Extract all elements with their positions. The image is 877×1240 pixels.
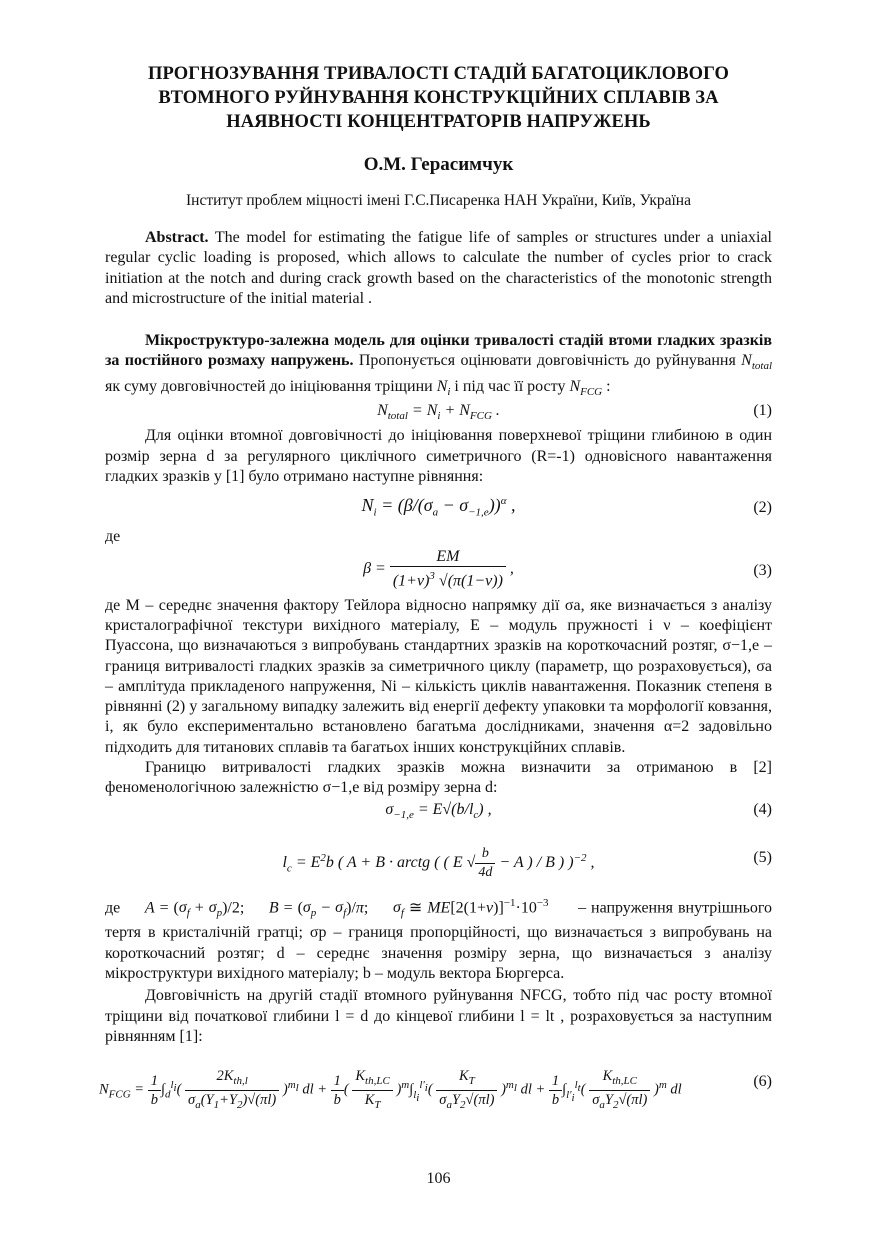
equation-number-3: (3) bbox=[753, 561, 772, 579]
paragraph-4: Границю витривалості гладких зразків можна визначити за отриманою в [2] феноменологічною залежністю σ−1,e від розміру зерна d: bbox=[105, 759, 772, 797]
abstract bbox=[105, 228, 772, 309]
paragraph-6: Довговічність на другій стадії втомного руйнування NFCG, тобто під час росту втомної тріщини від початкової глибини l = d до кінцевої глибини l = lt , розраховується за наступним рівнянням [1]: bbox=[105, 987, 772, 1045]
equation-4: $\sigma_{-1,e} = E√(b/l_c)$ , (4) bbox=[385, 800, 772, 821]
equation-3: β = $\frac{EM}{(1+\nu)^3 √(\pi(1-\nu))}$ , (3) bbox=[363, 547, 772, 589]
paragraph-5-tail: – напруження внутрішнього тертя в кристалічній гратці; σp – границя пропорційності, що визначається з випробувань на короткочасний розтяг; d – середнє значення розміру зерна, що визначається з аналізу мікроструктури вихідного матеріалу; b – модуль вектора Бюргерса. bbox=[105, 898, 773, 983]
equation-1: $N_{total} = N_i + N_{FCG}$ . (1) bbox=[377, 402, 772, 423]
abstract-text: The model for estimating the fatigue life of samples or structures under a uniaxial regular cyclic loading is proposed, which allows to calculate the number of cycles prior to crack initiation at the notch and during crack growth based on the characteristics of the monotonic strength and microstructure of the initial material . bbox=[105, 229, 772, 307]
author: О.М. Герасимчук bbox=[363, 154, 514, 175]
paragraph-3: де M – середнє значення фактору Тейлора відносно напрямку дії σa, яке визначається з аналізу кристалографічної текстури вихідного матеріалу, E – модуль пружності і ν – коефіцієнт Пуассона, що визначаються з випробувань стандартних зразків на короткочасний розтяг, σ−1,e – границя витривалості гладких зразків за симетричного циклу (параметр, що розраховується), σa – амплітуда прикладеного напруження, Ni – кількість циклів навантаження. Показник степеня в рівнянні (2) у загальному випадку залежить від енергії дефекту упаковки та морфології ковзання, і, як було експериментально встановлено багатьма дослідниками, значення α=2 задовільно підходить для титанових сплавів та багатьох інших конструкційних сплавів. bbox=[105, 596, 772, 756]
equation-5: $l_c = E^2b$ ( A + B · arctg ( ( E √ $\frac{b}{4d}$ − A ) / B ) )$^{-2}$ , (5) bbox=[282, 845, 772, 880]
section-heading: Мікроструктуро-залежна модель для оцінки тривалості стадій втоми гладких зразків за постійного розмаху напружень. bbox=[105, 332, 772, 370]
equation-number-2: (2) bbox=[753, 499, 772, 517]
paragraph-2: Для оцінки втомної довговічності до ініціювання поверхневої тріщини глибиною в один розмір зерна d за регулярного циклічного симетричного (R=-1) одновісного навантаження гладких зразків у [1] було отримано наступне рівняння: bbox=[105, 427, 772, 486]
title-line-2: ВТОМНОГО РУЙНУВАННЯ КОНСТРУКЦІЙНИХ СПЛАВІВ ЗА bbox=[158, 88, 719, 108]
abstract-label: Abstract. bbox=[145, 229, 209, 246]
section-paragraph-1: Мікроструктуро-залежна модель для оцінки тривалості стадій втоми гладких зразків за постійного розмаху напружень. Пропонується оцінювати довговічність до руйнування $N_{total}$ як суму довговічностей до ініціювання тріщини $N_i$ і під час її росту $N_{FCG}$ : bbox=[105, 332, 772, 399]
paper-title bbox=[105, 62, 772, 134]
page-number: 106 bbox=[426, 1170, 451, 1187]
equation-6: $N_{FCG}$ = $\frac{1}{b}$ $\int_d^{l_i}$( $\frac{2K_{th,l}}{\sigma_a(Y_1+Y_2)√(\pi l)}$ )$^{m_l}$ dl + $\frac{1}{b}$ ( $\frac{K_{th,LC}}{K_T}$ )$^m\int_{l_i}^{l'_i}$( $\frac{K_T}{\sigma_aY_2√(\pi l)}$ )$^{m_l}$ dl + $\frac{1}{b}$ $\int_{l'_i}^{l_t}$( $\frac{K_{th,LC}}{\sigma_aY_2√(\pi l)}$ )$^m$ dl (6) bbox=[105, 1055, 772, 1113]
equation-2: $N_i = (\beta/(\sigma_a - \sigma_{-1,e}))^\alpha$ , (2) bbox=[361, 495, 772, 519]
p1-text-a: Пропонується оцінювати довговічність до руйнування bbox=[353, 352, 742, 370]
word-de-2: де bbox=[105, 898, 121, 916]
p1-text-d: : bbox=[602, 377, 611, 395]
paragraph-5: де $A = (\sigma_f + \sigma_p)/2$; $B = (\sigma_p - \sigma_f)/\pi$; $\sigma_f$ ≅ $ME[2(1+\nu)]^{-1}\cdot 10^{-3}$ – напруження внутрішнього тертя в кристалічній гратці; σp – границя пропорційності, що визначається з випробувань на короткочасний розтяг; d – середнє значення розміру зерна, що визначається з аналізу мікроструктури вихідного матеріалу; b – модуль вектора Бюргерса. bbox=[105, 896, 773, 983]
paper-page bbox=[99, 62, 773, 1113]
title-line-1: ПРОГНОЗУВАННЯ ТРИВАЛОСТІ СТАДІЙ БАГАТОЦИКЛОВОГО bbox=[147, 64, 730, 84]
word-de-1: де bbox=[105, 528, 121, 546]
title-line-3: НАЯВНОСТІ КОНЦЕНТРАТОРІВ НАПРУЖЕНЬ bbox=[226, 112, 651, 132]
equation-number-4: (4) bbox=[753, 800, 772, 818]
affiliation: Інститут проблем міцності імені Г.С.Писаренка НАН України, Київ, Україна bbox=[186, 192, 691, 209]
p1-text-b: як суму довговічностей до ініціювання тріщини bbox=[105, 377, 437, 395]
equation-number-6: (6) bbox=[753, 1073, 772, 1091]
p1-text-c: і під час її росту bbox=[450, 377, 570, 395]
equation-number-5: (5) bbox=[753, 848, 772, 866]
equation-number-1: (1) bbox=[753, 402, 772, 420]
